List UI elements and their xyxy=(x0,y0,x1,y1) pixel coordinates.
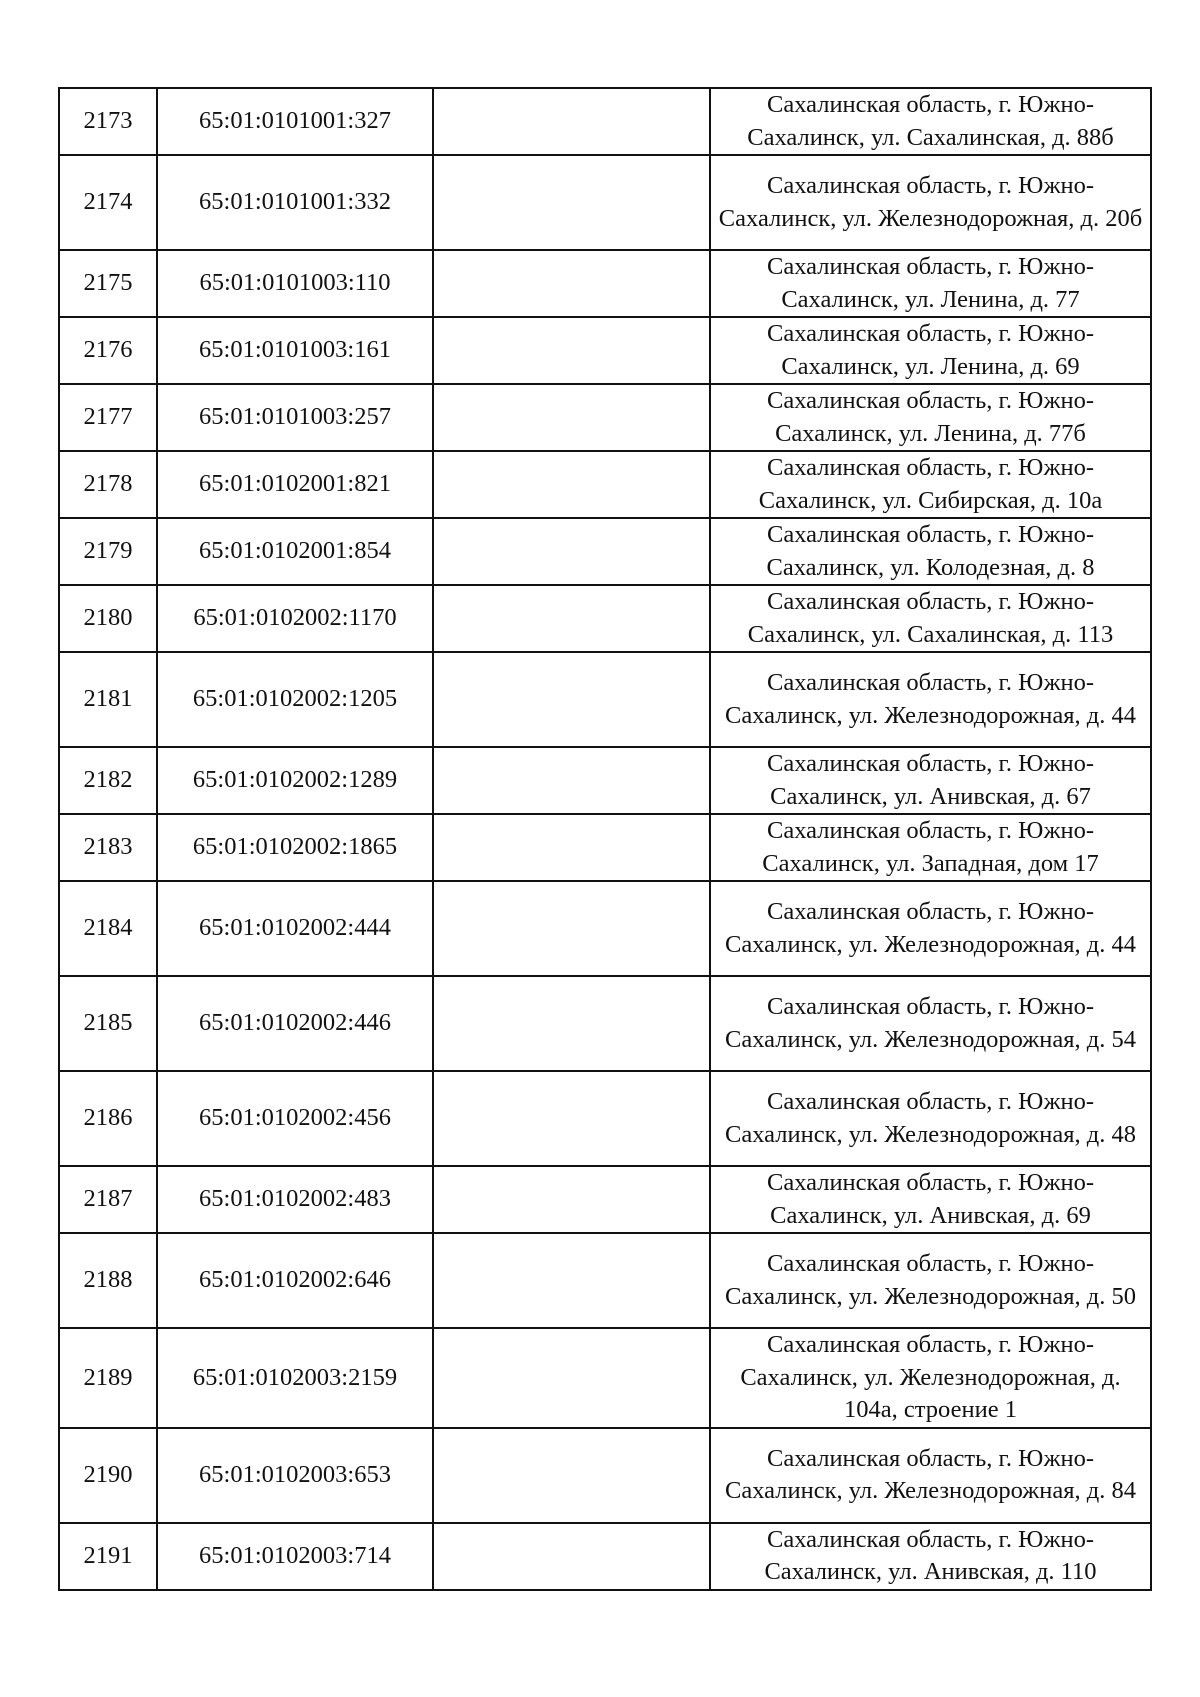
cadastral-number-cell: 65:01:0102002:483 xyxy=(157,1166,433,1233)
cadastral-number-cell: 65:01:0101003:161 xyxy=(157,317,433,384)
note-cell xyxy=(433,1233,710,1328)
table-row xyxy=(59,585,1151,652)
table-row xyxy=(59,976,1151,1071)
row-number-cell: 2184 xyxy=(59,881,157,976)
cadastral-number-cell: 65:01:0102003:653 xyxy=(157,1428,433,1523)
row-number-cell: 2179 xyxy=(59,518,157,585)
address-cell: Сахалинская область, г. Южно-Сахалинск, ул. Анивская, д. 67 xyxy=(710,747,1151,814)
row-number-cell: 2189 xyxy=(59,1328,157,1428)
note-cell xyxy=(433,814,710,881)
table-row xyxy=(59,518,1151,585)
address-cell: Сахалинская область, г. Южно-Сахалинск, ул. Ленина, д. 77б xyxy=(710,384,1151,451)
cadastral-number-cell: 65:01:0102002:456 xyxy=(157,1071,433,1166)
row-number-cell: 2177 xyxy=(59,384,157,451)
row-number-cell: 2183 xyxy=(59,814,157,881)
table-row xyxy=(59,814,1151,881)
address-cell: Сахалинская область, г. Южно-Сахалинск, ул. Ленина, д. 69 xyxy=(710,317,1151,384)
cadastral-number-cell: 65:01:0102002:1865 xyxy=(157,814,433,881)
note-cell xyxy=(433,1328,710,1428)
address-cell: Сахалинская область, г. Южно-Сахалинск, ул. Колодезная, д. 8 xyxy=(710,518,1151,585)
note-cell xyxy=(433,1428,710,1523)
table-row xyxy=(59,317,1151,384)
note-cell xyxy=(433,1071,710,1166)
cadastral-number-cell: 65:01:0102003:714 xyxy=(157,1523,433,1590)
table-row xyxy=(59,384,1151,451)
cadastral-number-cell: 65:01:0102002:446 xyxy=(157,976,433,1071)
address-cell: Сахалинская область, г. Южно-Сахалинск, ул. Железнодорожная, д. 50 xyxy=(710,1233,1151,1328)
cadastral-number-cell: 65:01:0101003:257 xyxy=(157,384,433,451)
note-cell xyxy=(433,1166,710,1233)
address-cell: Сахалинская область, г. Южно-Сахалинск, ул. Анивская, д. 69 xyxy=(710,1166,1151,1233)
table-row xyxy=(59,1328,1151,1428)
row-number-cell: 2186 xyxy=(59,1071,157,1166)
table-row xyxy=(59,1071,1151,1166)
table-row xyxy=(59,88,1151,155)
row-number-cell: 2185 xyxy=(59,976,157,1071)
address-cell: Сахалинская область, г. Южно-Сахалинск, ул. Железнодорожная, д. 44 xyxy=(710,881,1151,976)
table-row xyxy=(59,155,1151,250)
address-cell: Сахалинская область, г. Южно-Сахалинск, ул. Западная, дом 17 xyxy=(710,814,1151,881)
note-cell xyxy=(433,88,710,155)
address-cell: Сахалинская область, г. Южно-Сахалинск, ул. Сахалинская, д. 88б xyxy=(710,88,1151,155)
note-cell xyxy=(433,585,710,652)
note-cell xyxy=(433,384,710,451)
address-cell: Сахалинская область, г. Южно-Сахалинск, ул. Железнодорожная, д. 48 xyxy=(710,1071,1151,1166)
row-number-cell: 2175 xyxy=(59,250,157,317)
cadastral-number-cell: 65:01:0102002:444 xyxy=(157,881,433,976)
cadastral-number-cell: 65:01:0102002:1205 xyxy=(157,652,433,747)
note-cell xyxy=(433,747,710,814)
address-cell: Сахалинская область, г. Южно-Сахалинск, ул. Сибирская, д. 10а xyxy=(710,451,1151,518)
address-cell: Сахалинская область, г. Южно-Сахалинск, ул. Железнодорожная, д. 20б xyxy=(710,155,1151,250)
row-number-cell: 2191 xyxy=(59,1523,157,1590)
note-cell xyxy=(433,652,710,747)
note-cell xyxy=(433,250,710,317)
registry-table-body xyxy=(59,88,1151,1590)
note-cell xyxy=(433,451,710,518)
address-cell: Сахалинская область, г. Южно-Сахалинск, ул. Ленина, д. 77 xyxy=(710,250,1151,317)
table-row xyxy=(59,1428,1151,1523)
cadastral-number-cell: 65:01:0102001:821 xyxy=(157,451,433,518)
address-cell: Сахалинская область, г. Южно-Сахалинск, ул. Железнодорожная, д. 54 xyxy=(710,976,1151,1071)
table-row xyxy=(59,1523,1151,1590)
address-cell: Сахалинская область, г. Южно-Сахалинск, ул. Анивская, д. 110 xyxy=(710,1523,1151,1590)
cadastral-number-cell: 65:01:0101001:332 xyxy=(157,155,433,250)
cadastral-number-cell: 65:01:0102001:854 xyxy=(157,518,433,585)
address-cell: Сахалинская область, г. Южно-Сахалинск, ул. Железнодорожная, д. 84 xyxy=(710,1428,1151,1523)
cadastral-number-cell: 65:01:0102002:1289 xyxy=(157,747,433,814)
table-row xyxy=(59,451,1151,518)
row-number-cell: 2178 xyxy=(59,451,157,518)
table-row xyxy=(59,881,1151,976)
note-cell xyxy=(433,976,710,1071)
property-registry-table xyxy=(58,87,1152,1591)
cadastral-number-cell: 65:01:0101003:110 xyxy=(157,250,433,317)
table-row xyxy=(59,747,1151,814)
note-cell xyxy=(433,1523,710,1590)
table-row xyxy=(59,1166,1151,1233)
row-number-cell: 2180 xyxy=(59,585,157,652)
address-cell: Сахалинская область, г. Южно-Сахалинск, ул. Сахалинская, д. 113 xyxy=(710,585,1151,652)
row-number-cell: 2188 xyxy=(59,1233,157,1328)
table-row xyxy=(59,250,1151,317)
row-number-cell: 2181 xyxy=(59,652,157,747)
cadastral-number-cell: 65:01:0101001:327 xyxy=(157,88,433,155)
table-row xyxy=(59,1233,1151,1328)
row-number-cell: 2187 xyxy=(59,1166,157,1233)
cadastral-number-cell: 65:01:0102003:2159 xyxy=(157,1328,433,1428)
address-cell: Сахалинская область, г. Южно-Сахалинск, ул. Железнодорожная, д. 104а, строение 1 xyxy=(710,1328,1151,1428)
note-cell xyxy=(433,317,710,384)
address-cell: Сахалинская область, г. Южно-Сахалинск, ул. Железнодорожная, д. 44 xyxy=(710,652,1151,747)
row-number-cell: 2190 xyxy=(59,1428,157,1523)
cadastral-number-cell: 65:01:0102002:646 xyxy=(157,1233,433,1328)
table-row xyxy=(59,652,1151,747)
note-cell xyxy=(433,518,710,585)
note-cell xyxy=(433,881,710,976)
note-cell xyxy=(433,155,710,250)
cadastral-number-cell: 65:01:0102002:1170 xyxy=(157,585,433,652)
row-number-cell: 2173 xyxy=(59,88,157,155)
row-number-cell: 2174 xyxy=(59,155,157,250)
row-number-cell: 2182 xyxy=(59,747,157,814)
row-number-cell: 2176 xyxy=(59,317,157,384)
